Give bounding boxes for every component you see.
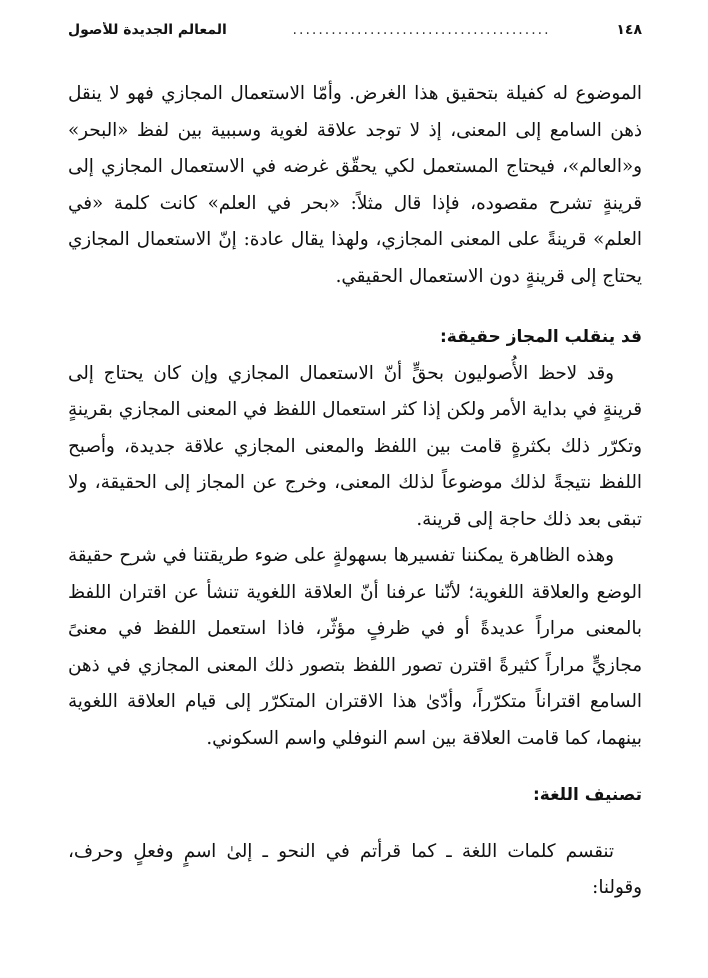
paragraph-phenomenon-explanation: وهذه الظاهرة يمكننا تفسيرها بسهولةٍ على ضوء طريقتنا في شرح حقيقة الوضع والعلاقة اللغوية؛ لأنّنا عرفنا أنّ العلاقة اللغوية تنشأ عن اقتران اللفظ بالمعنى مراراً عديدةً أو في ظرفٍ مؤثّر، فاذا استعمل اللفظ في معنىً مجازيٍّ مراراً كثيرةً اقترن تصور اللفظ بتصور ذلك المعنى المجازي في ذهن السامع اقتراناً متكرّراً، وأدّىٰ هذا الاقتران المتكرّر إلى قيام العلاقة اللغوية بينهما، كما قامت العلاقة بين اسم النوفلي واسم السكوني. — [68, 545, 642, 749]
section-heading-language-classification: تصنيف اللغة: — [532, 785, 642, 805]
page-body — [68, 76, 642, 907]
section-spacer — [68, 814, 642, 834]
running-header — [68, 22, 642, 50]
header-dot-leader: ........................................ — [292, 22, 551, 38]
page-number: ١٤٨ — [616, 22, 642, 38]
section-spacer — [68, 295, 642, 319]
book-title: المعالم الجديدة للأصول — [68, 22, 227, 38]
paragraph-metaphor-needs-context: الموضوع له كفيلة بتحقيق هذا الغرض. وأمّا الاستعمال المجازي فهو لا ينقل ذهن السامع إلى المعنى، إذ لا توجد علاقة لغوية وسببية بين لفظ «البحر» و«العالم»، فيحتاج المستعمل لكي يحقّق غرضه في الاستعمال المجازي إلى قرينةٍ تشرح مقصوده، فإذا قال مثلاً: «بحر في العلم» كانت كلمة «في العلم» قرينةً على المعنى المجازي، ولهذا يقال عادة: إنّ الاستعمال المجازي يحتاج إلى قرينةٍ دون الاستعمال الحقيقي. — [68, 83, 642, 287]
paragraph-word-categories: تنقسم كلمات اللغة ـ كما قرأتم في النحو ـ إلىٰ اسمٍ وفعلٍ وحرف، وقولنا: — [68, 840, 642, 898]
section-heading-metaphor-becomes-literal: قد ينقلب المجاز حقيقة: — [440, 327, 642, 347]
paragraph-usulis-observation: وقد لاحظ الأُصوليون بحقٍّ أنّ الاستعمال المجازي وإن كان يحتاج إلى قرينةٍ في بداية الأمر ولكن إذا كثر استعمال اللفظ في المعنى المجازي بقرينةٍ وتكرّر ذلك بكثرةٍ قامت بين اللفظ والمعنى المجازي علاقة جديدة، وأصبح اللفظ نتيجةً لذلك موضوعاً لذلك المعنى، وخرج عن المجاز إلى الحقيقة، ولا تبقى بعد ذلك حاجة إلى قرينة. — [68, 362, 642, 530]
section-spacer — [68, 757, 642, 777]
